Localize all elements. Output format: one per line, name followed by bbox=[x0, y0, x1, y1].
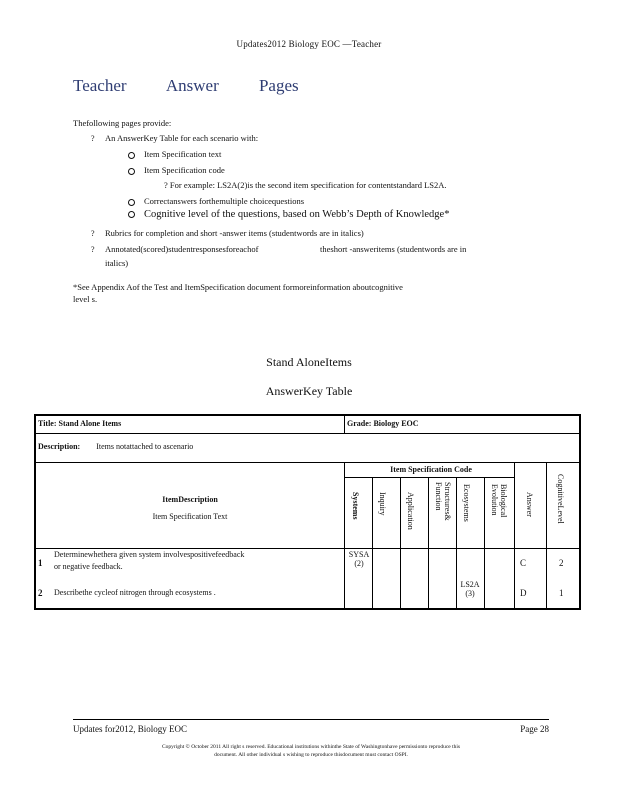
subitem-text: Item Specification text bbox=[144, 149, 222, 159]
divider bbox=[428, 477, 429, 610]
annotated-continuation: theshort -answeritems (studentwords are in bbox=[320, 244, 467, 254]
divider bbox=[514, 462, 515, 610]
circle-bullet-icon bbox=[128, 211, 135, 218]
table-description bbox=[38, 442, 193, 451]
appendix-note bbox=[73, 281, 543, 305]
row-description: Describethe cycleof nitrogen through ecosystems . bbox=[54, 588, 216, 597]
circle-bullet-icon bbox=[128, 168, 135, 175]
page-number: Page 28 bbox=[520, 724, 549, 734]
bullet-marker: ? bbox=[91, 134, 95, 143]
intro-text: Thefollowing pages provide: bbox=[73, 118, 172, 128]
description-text: Items notattached to ascenario bbox=[96, 442, 194, 451]
divider bbox=[484, 477, 485, 610]
divider bbox=[546, 462, 547, 610]
table-header-row bbox=[36, 462, 579, 549]
subitem-text: Correctanswers forthemultiple choicequestions bbox=[144, 196, 305, 206]
subitem-text: Cognitive level of the questions, based on Webb’s Depth of Knowledge* bbox=[144, 209, 450, 220]
row-code-ecosystems bbox=[458, 580, 482, 598]
page-footer bbox=[73, 724, 549, 734]
copyright-notice bbox=[73, 743, 549, 759]
bullet-text: Rubrics for completion and short -answer items (studentwords are in italics) bbox=[105, 228, 364, 238]
code-part: (3) bbox=[465, 589, 475, 598]
col-answer: Answer bbox=[525, 492, 534, 517]
bullet-text: An AnswerKey Table for each scenario with: bbox=[105, 133, 259, 143]
col-cognitive-level: CognitiveLevel bbox=[556, 474, 565, 524]
row-description: Determinewhethera given system involvespositivefeedback bbox=[54, 550, 245, 559]
col-ecosystems: Ecosystems bbox=[462, 484, 471, 522]
subitem-text: Item Specification code bbox=[144, 165, 225, 175]
subitem-spec-code bbox=[128, 165, 225, 175]
circle-bullet-icon bbox=[128, 199, 135, 206]
subitem-spec-text bbox=[128, 149, 221, 159]
divider bbox=[456, 477, 457, 610]
answer-key-table bbox=[34, 414, 581, 610]
stand-alone-heading: Stand AloneItems bbox=[266, 355, 352, 369]
table-title-row bbox=[36, 416, 579, 434]
example-text: ? For example: LS2A(2)is the second item specification for contentstandard LS2A. bbox=[164, 180, 447, 190]
copyright-line: Copyright © October 2011 All right s reserved. Educational institutions withinthe State of Washingtonhave permissionto reproduce this bbox=[161, 744, 461, 750]
subitem-cognitive-level bbox=[128, 209, 449, 220]
col-biological-evolution: Biological Evolution bbox=[490, 484, 508, 518]
item-description-header: ItemDescription bbox=[162, 495, 218, 504]
code-part: (2) bbox=[354, 559, 364, 568]
bullet-continuation: italics) bbox=[105, 258, 129, 268]
col-systems: Systems bbox=[351, 492, 360, 520]
row-answer: D bbox=[520, 588, 527, 598]
bullet-rubrics bbox=[91, 228, 364, 238]
bullet-marker: ? bbox=[91, 229, 95, 238]
page-header: Updates2012 Biology EOC —Teacher bbox=[236, 39, 382, 49]
footer-rule bbox=[73, 719, 549, 720]
row-level: 1 bbox=[559, 588, 564, 598]
row-code-systems bbox=[348, 550, 370, 568]
page-title: Teacher Answer Pages bbox=[73, 76, 299, 95]
answer-key-heading: AnswerKey Table bbox=[265, 384, 353, 398]
row-level: 2 bbox=[559, 558, 564, 568]
divider bbox=[344, 416, 345, 433]
divider bbox=[344, 462, 345, 610]
copyright-line: document. All other individual s wishing to reproduce thisdocument must contact OSPI. bbox=[214, 752, 408, 758]
row-number: 2 bbox=[38, 588, 43, 598]
bullet-text: Annotated(scored)studentresponsesforeachof bbox=[105, 244, 259, 254]
code-value: LS2A bbox=[460, 580, 480, 589]
bullet-annotated bbox=[91, 244, 258, 254]
divider bbox=[344, 477, 514, 478]
table-title: Title: Stand Alone Items bbox=[38, 419, 122, 428]
bullet-answer-key bbox=[91, 133, 258, 143]
col-application: Application bbox=[406, 492, 415, 530]
note-line: *See Appendix Aof the Test and ItemSpecification document formoreinformation aboutcognitive bbox=[73, 282, 403, 292]
code-value: SYSA bbox=[348, 550, 370, 559]
col-inquiry: Inquiry bbox=[378, 492, 387, 516]
divider bbox=[400, 477, 401, 610]
bullet-marker: ? bbox=[91, 245, 95, 254]
footer-left: Updates for2012, Biology EOC bbox=[73, 724, 187, 734]
item-spec-text-header: Item Specification Text bbox=[152, 512, 228, 521]
description-label: Description: bbox=[38, 442, 81, 451]
table-grade: Grade: Biology EOC bbox=[347, 419, 419, 428]
subitem-correct-answers bbox=[128, 196, 304, 206]
divider bbox=[372, 477, 373, 610]
col-structures-function: Structures& Function bbox=[434, 482, 452, 521]
table-description-row bbox=[36, 433, 579, 463]
row-description-cont: or negative feedback. bbox=[54, 562, 123, 571]
circle-bullet-icon bbox=[128, 152, 135, 159]
spec-code-header: Item Specification Code bbox=[390, 465, 472, 474]
row-answer: C bbox=[520, 558, 527, 568]
row-number: 1 bbox=[38, 558, 43, 568]
note-line: level s. bbox=[73, 294, 98, 304]
